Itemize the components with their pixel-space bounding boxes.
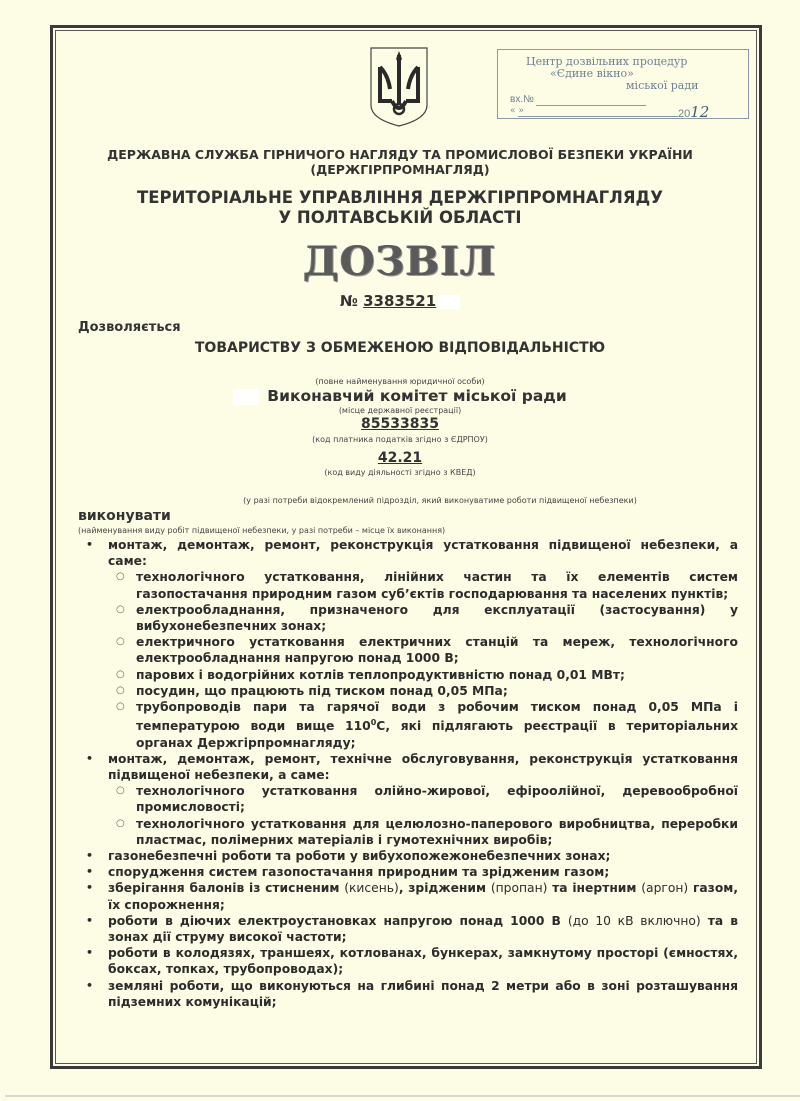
company-type: ТОВАРИСТВУ З ОБМЕЖЕНОЮ ВІДПОВІДАЛЬНІСТЮ	[194, 340, 606, 356]
list-item-text: роботи в діючих електроустановках напругою понад 1000 В	[108, 913, 568, 928]
list-item	[78, 537, 738, 569]
service-heading-line1: ДЕРЖАВНА СЛУЖБА ГІРНИЧОГО НАГЛЯДУ ТА ПРОМИСЛОВОЇ БЕЗПЕКИ УКРАЇНИ	[107, 147, 693, 162]
stamp-date-line	[518, 116, 678, 117]
sub-list-item-text: технологічного устатковання для целюлозно-паперового виробництва, переробки пластмас, полімерних матеріалів і гумотехнічних виробів;	[136, 816, 738, 847]
sub-list-item	[78, 783, 738, 815]
territory-heading	[0, 188, 800, 228]
gas-type-argon: (аргон)	[641, 881, 689, 896]
circle-bullet-icon: ○	[116, 684, 125, 696]
circle-bullet-icon: ○	[116, 785, 125, 797]
kved-code: 42.21	[377, 450, 423, 466]
caption-registration: (місце державної реєстрації)	[338, 406, 462, 415]
ukraine-coat-of-arms-icon	[368, 45, 430, 129]
service-heading-line2: (ДЕРЖГІРПРОМНАГЛЯД)	[310, 162, 490, 177]
list-item-text: , зрідженим	[398, 881, 491, 896]
stamp-year-prefix: 20	[678, 108, 691, 120]
sub-list-item-text: електричного устатковання електричних станцій та мереж, технологічного електрообладнання напругою понад 1000 В;	[136, 635, 738, 666]
service-heading	[0, 147, 800, 177]
permit-number	[0, 292, 800, 310]
sub-list-item-text: парових і водогрійних котлів теплопродуктивністю понад 0,01 МВт;	[136, 667, 625, 682]
perform-label: виконувати	[78, 508, 171, 524]
sub-list-item-text: електрообладнання, призначеного для експлуатації (застосування) у вибухонебезпечних зонах;	[136, 602, 738, 634]
registration-stamp	[497, 49, 749, 119]
sub-list-item	[78, 602, 738, 634]
bullet-icon: •	[86, 538, 94, 551]
list-item-text: газом, їх спорожнення;	[108, 881, 738, 912]
permit-number-value: 3383521	[363, 292, 437, 310]
stamp-incoming-label: вх.№	[510, 94, 534, 105]
registration-place	[0, 387, 800, 405]
caption-subdivision: (у разі потреби відокремлений підрозділ, який виконуватиме роботи підвищеної небезпеки)	[243, 496, 637, 505]
circle-bullet-icon: ○	[116, 701, 125, 713]
permit-title: ДОЗВІЛ	[303, 238, 497, 285]
list-item-text: земляні роботи, що виконуються на глибині понад 2 метри або в зоні розташування підземних комунікацій;	[108, 978, 738, 1009]
degree-superscript: 0	[370, 718, 377, 728]
territory-heading-line2: У ПОЛТАВСЬКІЙ ОБЛАСТІ	[278, 208, 522, 227]
list-item	[78, 751, 738, 783]
stamp-line-2: «Єдине вікно»	[550, 67, 634, 80]
sub-list-item	[78, 634, 738, 666]
stamp-incoming-line	[536, 105, 646, 106]
caption-edrpou: (код платника податків згідно з ЄДРПОУ)	[312, 435, 488, 444]
circle-bullet-icon: ○	[116, 603, 125, 615]
sub-list-item-text: технологічного устатковання, лінійних частин та їх елементів систем газопостачання природним газом суб’єктів господарювання та населених пунктів;	[136, 570, 738, 601]
gas-type-oxygen: (кисень)	[344, 881, 399, 896]
circle-bullet-icon: ○	[116, 668, 125, 680]
sub-list-item	[78, 569, 738, 601]
sub-list-item-text-cont: С, які підлягають реєстрації в територіальних органах Держгірпромнагляду;	[136, 719, 738, 750]
scan-edge-shadow	[5, 1095, 800, 1097]
gas-type-propane: (пропан)	[490, 881, 548, 896]
list-item	[78, 978, 738, 1010]
circle-bullet-icon: ○	[116, 571, 125, 583]
list-item-text: монтаж, демонтаж, ремонт, реконструкція устатковання підвищеної небезпеки, а саме:	[108, 538, 738, 569]
circle-bullet-icon: ○	[116, 817, 125, 829]
bullet-icon: •	[86, 751, 94, 765]
bullet-icon: •	[86, 946, 94, 960]
sub-list-item	[78, 699, 738, 751]
stamp-line-1: Центр дозвільних процедур	[526, 55, 688, 68]
circle-bullet-icon: ○	[116, 636, 125, 648]
list-item-text: та в зонах дії струму високої частоти;	[108, 913, 738, 944]
sub-list-item-text: технологічного устатковання олійно-жирової, ефіроолійної, деревообробної промисловості;	[136, 784, 738, 815]
stamp-year-handwritten: 12	[690, 103, 710, 121]
number-sign: №	[339, 292, 358, 310]
caption-works: (найменування виду робіт підвищеної небезпеки, у разі потреби – місце їх виконання)	[78, 526, 446, 535]
list-item-text: роботи в колодязях, траншеях, котлованах, бункерах, замкнутому просторі (ємностях, боксах, топках, трубопроводах);	[108, 946, 738, 977]
sub-list-item-text: трубопроводів пари та гарячої води з робочим тиском понад 0,05 МПа і температурою води вище 110	[136, 700, 738, 734]
list-item	[78, 864, 738, 880]
stamp-date-quotes: « »	[510, 106, 524, 116]
allowed-label: Дозволяється	[78, 320, 181, 335]
redaction-mask	[438, 295, 460, 309]
voltage-note: (до 10 кВ включно)	[567, 913, 701, 928]
list-item	[78, 945, 738, 977]
list-item-text: спорудження систем газопостачання природним та зрідженим газом;	[108, 865, 610, 880]
caption-full-name: (повне найменування юридичної особи)	[315, 377, 485, 386]
sub-list-item-text: посудин, що працюють під тиском понад 0,05 МПа;	[136, 683, 508, 698]
redaction-mask	[233, 389, 259, 405]
bullet-icon: •	[86, 848, 94, 862]
territory-heading-line1: ТЕРИТОРІАЛЬНЕ УПРАВЛІННЯ ДЕРЖГІРПРОМНАГЛЯДУ	[137, 188, 663, 207]
list-item	[78, 880, 738, 912]
list-item	[78, 913, 738, 945]
stamp-year	[678, 103, 709, 121]
sub-list-item	[78, 683, 738, 699]
stamp-line-3: міської ради	[626, 79, 699, 92]
bullet-icon: •	[86, 978, 94, 992]
list-item-text: газонебезпечні роботи та роботи у вибухопожежонебезпечних зонах;	[108, 848, 611, 863]
bullet-icon: •	[86, 881, 94, 895]
list-item-text: та інертним	[547, 881, 642, 896]
bullet-icon: •	[86, 865, 94, 879]
sub-list-item	[78, 816, 738, 848]
registration-place-value: Виконавчий комітет міської ради	[267, 387, 567, 405]
bullet-icon: •	[86, 913, 94, 927]
edrpou-code: 85533835	[361, 416, 439, 432]
caption-kved: (код виду діяльності згідно з КВЕД)	[324, 468, 476, 477]
sub-list-item	[78, 667, 738, 683]
list-item-text: монтаж, демонтаж, ремонт, технічне обслуговування, реконструкція устатковання підвищеної небезпеки, а саме:	[108, 751, 738, 782]
list-item	[78, 848, 738, 864]
list-item-text: зберігання балонів із стисненим	[108, 881, 345, 896]
works-list	[78, 537, 738, 1010]
